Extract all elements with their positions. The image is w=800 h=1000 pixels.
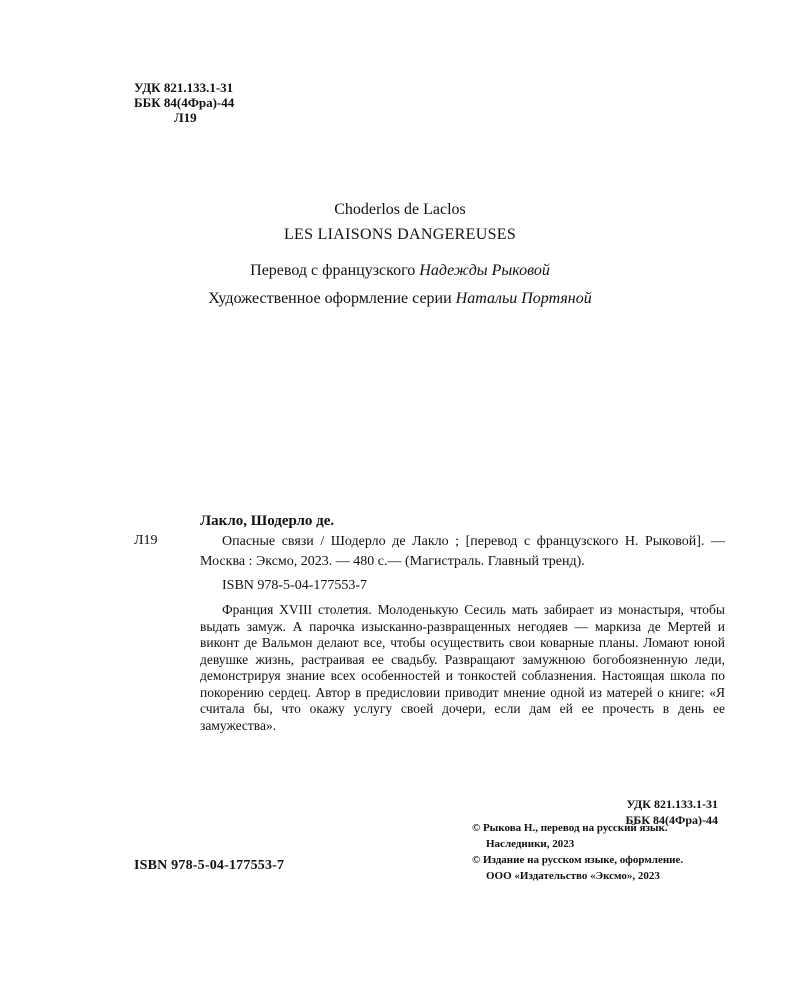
copyright-line-3: © Издание на русском языке, оформление.: [472, 854, 684, 866]
design-prefix: Художественное оформление серии: [208, 290, 456, 307]
udk-code: УДК 821.133.1-31: [134, 80, 234, 95]
translator-name: Надежды Рыковой: [419, 262, 550, 279]
original-title: LES LIAISONS DANGEREUSES: [283, 226, 517, 243]
original-author: Choderlos de Laclos: [334, 201, 466, 218]
card-bbk: ББК 84(4Фра)-44: [625, 813, 718, 827]
bbk-code: ББК 84(4Фра)-44: [134, 95, 235, 110]
bibliographic-description: Опасные связи / Шодерло де Лакло ; [перевод с французского Н. Рыковой]. — Москва : Эксмо, 2023. — 480 с.— (Магистраль. Главный тренд).: [200, 534, 725, 569]
author-sign: Л19: [174, 110, 197, 125]
copyright-line-1: © Рыкова Н., перевод на русский язык.: [472, 822, 668, 834]
translation-credit: [0, 262, 800, 280]
card-isbn: ISBN 978-5-04-177553-7: [222, 578, 368, 593]
copyright-line-2: Наследники, 2023: [486, 838, 575, 850]
design-credit: [0, 290, 800, 308]
isbn-bottom: ISBN 978-5-04-177553-7: [134, 858, 285, 873]
copyright-block: [472, 820, 732, 884]
copyright-line-4: ООО «Издательство «Эксмо», 2023: [486, 870, 660, 882]
card-udk: УДК 821.133.1-31: [626, 797, 718, 811]
card-author-heading: Лакло, Шодерло де.: [200, 513, 335, 529]
catalog-card-body: [200, 532, 725, 734]
annotation: Франция XVIII столетия. Молоденькую Сесиль мать забирает из монастыря, чтобы выдать замуж. А парочка изысканно-развращенных негодяев — маркиза де Мертей и виконт де Вальмон делают все, чтобы осуществить свои коварные планы. Ломают юной девушке жизнь, растраивая ее свадьбу. Развращают замужнюю богобоязненную леди, демонстрируя знание всех особенностей и тонкостей соблазнения. Настоящая школа по покорению сердец. Автор в предисловии приводит мнение одной из матерей о книге: «Я считала бы, что окажу услугу своей дочери, если дам ей ее прочесть в день ее замужества».: [200, 602, 725, 733]
classification-codes-top: [134, 80, 234, 125]
designer-name: Натальи Портяной: [455, 290, 592, 307]
card-author-sign: Л19: [134, 533, 158, 548]
translation-prefix: Перевод с французского: [250, 262, 420, 279]
